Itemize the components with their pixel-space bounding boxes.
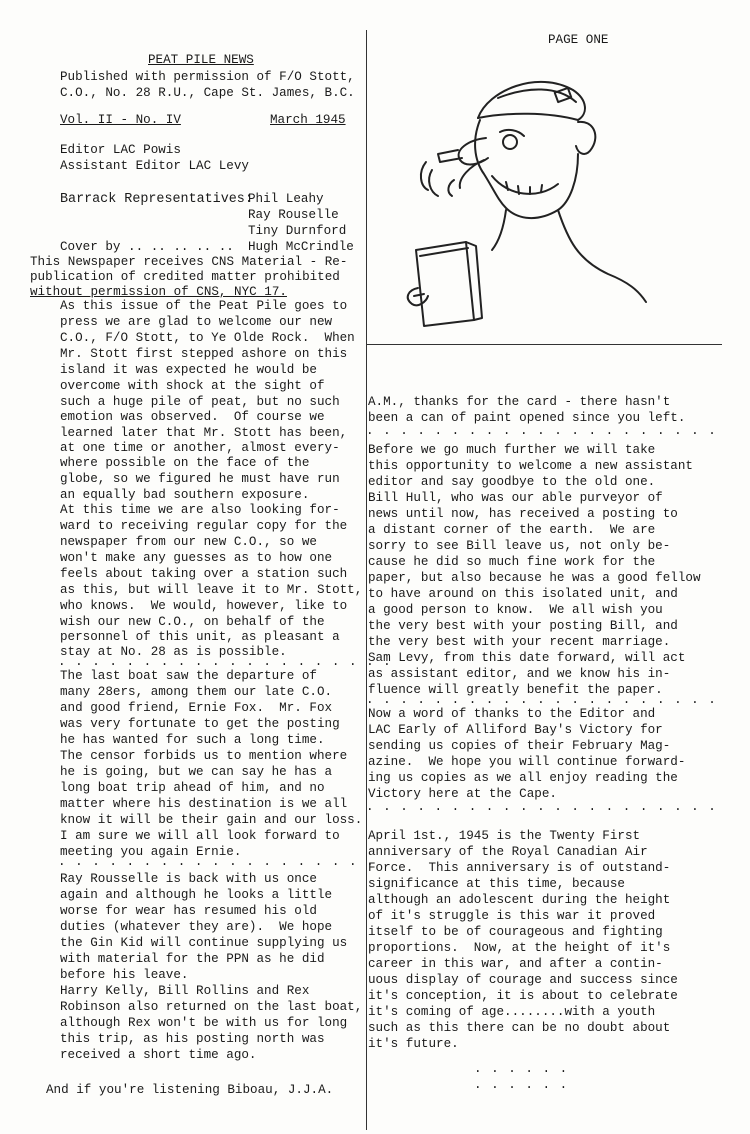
text-line: this trip, as his posting north was xyxy=(60,1032,325,1046)
text-line: of it's struggle is this war it proved xyxy=(368,909,656,923)
text-line: matter where his destination is we all xyxy=(60,797,348,811)
text-line: who knows. We would, however, like to xyxy=(60,599,348,613)
text-line: news until now, has received a posting to xyxy=(368,507,678,521)
text-line: the very best with your posting Bill, and xyxy=(368,619,678,633)
text-line: as assistant editor, and we know his in- xyxy=(368,667,671,681)
text-line: anniversary of the Royal Canadian Air xyxy=(368,845,648,859)
text-line: fluence will greatly benefit the paper. xyxy=(368,683,663,697)
text-line: career in this war, and after a contin- xyxy=(368,957,663,971)
text-line: overcome with shock at the sight of xyxy=(60,379,325,393)
text-line: paper, but also because he was a good fellow xyxy=(368,571,701,585)
separator-dots: . . . . . . . . . . . . . . . . . . . . . xyxy=(366,424,717,438)
separator-dots: . . . . . . . . . . . . . . . . . . . . . xyxy=(366,693,717,707)
cartoon-bottom-rule xyxy=(367,344,722,345)
text-line: such a huge pile of peat, but no such xyxy=(60,395,340,409)
text-line: Sam Levy, from this date forward, will act xyxy=(368,651,686,665)
text-line: press we are glad to welcome our new xyxy=(60,315,333,329)
text-line: sorry to see Bill leave us, not only be- xyxy=(368,539,671,553)
text-line: meeting you again Ernie. xyxy=(60,845,242,859)
text-line: before his leave. xyxy=(60,968,189,982)
text-line: sending us copies of their February Mag- xyxy=(368,739,671,753)
text-line: I am sure we will all look forward to xyxy=(60,829,340,843)
barrack-label: Barrack Representatives: xyxy=(60,192,253,207)
text-line: it's coming of age........with a youth xyxy=(368,1005,656,1019)
text-line: ward to receiving regular copy for the xyxy=(60,519,348,533)
text-line: Victory here at the Cape. xyxy=(368,787,557,801)
cover-artist: Hugh McCrindle xyxy=(248,240,354,254)
text-line: an equally bad southern exposure. xyxy=(60,488,310,502)
text-line: LAC Early of Alliford Bay's Victory for xyxy=(368,723,663,737)
text-line: long boat trip ahead of him, and no xyxy=(60,781,325,795)
cns-notice-line-2: publication of credited matter prohibited xyxy=(30,270,340,284)
text-line: Now a word of thanks to the Editor and xyxy=(368,707,656,721)
separator-dots: . . . . . . . . . . . . . . . . . . . . . xyxy=(366,800,717,814)
text-line: the very best with your recent marriage. xyxy=(368,635,671,649)
text-line: stay at No. 28 as is possible. xyxy=(60,645,287,659)
text-line: azine. We hope you will continue forward- xyxy=(368,755,686,769)
text-line: although an adolescent during the height xyxy=(368,893,671,907)
assistant-editor-credit: Assistant Editor LAC Levy xyxy=(60,159,249,173)
text-line: won't make any guesses as to how one xyxy=(60,551,333,565)
text-line: A.M., thanks for the card - there hasn't xyxy=(368,395,671,409)
barrack-rep-2: Ray Rouselle xyxy=(248,208,339,222)
text-line: and good friend, Ernie Fox. Mr. Fox xyxy=(60,701,333,715)
text-line: ing us copies as we all enjoy reading the xyxy=(368,771,678,785)
text-line: Before we go much further we will take xyxy=(368,443,656,457)
text-line: a distant corner of the earth. We are xyxy=(368,523,656,537)
cns-notice-line-1: This Newspaper receives CNS Material - Re- xyxy=(30,255,348,269)
text-line: Bill Hull, who was our able purveyor of xyxy=(368,491,663,505)
newsletter-title: PEAT PILE NEWS xyxy=(148,53,254,67)
text-line: C.O., F/O Stott, to Ye Olde Rock. When xyxy=(60,331,355,345)
text-line: received a short time ago. xyxy=(60,1048,257,1062)
text-line: where possible on the face of the xyxy=(60,456,310,470)
text-line: personnel of this unit, as pleasant a xyxy=(60,630,340,644)
text-line: April 1st., 1945 is the Twenty First xyxy=(368,829,641,843)
text-line: know it will be their gain and our loss. xyxy=(60,813,363,827)
text-line: to have around on this isolated unit, and xyxy=(368,587,678,601)
closing-line: And if you're listening Biboau, J.J.A. xyxy=(46,1083,334,1097)
text-line: As this issue of the Peat Pile goes to xyxy=(60,299,348,313)
cns-notice-line-3: without permission of CNS, NYC 17. xyxy=(30,285,287,299)
end-mark-dots: . . . . . . xyxy=(474,1062,569,1076)
end-mark-dots: . . . . . . xyxy=(474,1078,569,1092)
text-line: the Gin Kid will continue supplying us xyxy=(60,936,348,950)
cover-label: Cover by .. .. .. .. .. xyxy=(60,240,234,254)
text-line: feels about taking over a station such xyxy=(60,567,348,581)
text-line: a good person to know. We all wish you xyxy=(368,603,663,617)
text-line: wish our new C.O., on behalf of the xyxy=(60,615,325,629)
text-line: The censor forbids us to mention where xyxy=(60,749,348,763)
column-divider xyxy=(366,30,367,1130)
text-line: again and although he looks a little xyxy=(60,888,333,902)
text-line: The last boat saw the departure of xyxy=(60,669,317,683)
text-line: Ray Rousselle is back with us once xyxy=(60,872,317,886)
separator-dots: . . . . . . . . . . . . . . . . . . . . xyxy=(58,655,392,669)
permission-line-2: C.O., No. 28 R.U., Cape St. James, B.C. xyxy=(60,86,355,100)
text-line: itself to be of courageous and fighting xyxy=(368,925,663,939)
barrack-rep-3: Tiny Durnford xyxy=(248,224,347,238)
text-line: as this, but will leave it to Mr. Stott, xyxy=(60,583,363,597)
text-line: Robinson also returned on the last boat, xyxy=(60,1000,363,1014)
text-line: significance at this time, because xyxy=(368,877,625,891)
text-line: with material for the PPN as he did xyxy=(60,952,325,966)
text-line: newspaper from our new C.O., so we xyxy=(60,535,317,549)
text-line: emotion was observed. Of course we xyxy=(60,410,325,424)
text-line: Mr. Stott first stepped ashore on this xyxy=(60,347,348,361)
text-line: editor and say goodbye to the old one. xyxy=(368,475,656,489)
text-line: was very fortunate to get the posting xyxy=(60,717,340,731)
text-line: learned later that Mr. Stott has been, xyxy=(60,426,348,440)
text-line: such as this there can be no doubt about xyxy=(368,1021,671,1035)
separator-dots: . . . . . . . . . . . . . . . . . . . xyxy=(58,855,375,869)
text-line: proportions. Now, at the height of it's xyxy=(368,941,671,955)
text-line: island it was expected he would be xyxy=(60,363,317,377)
text-line: uous display of courage and success since xyxy=(368,973,678,987)
text-line: this opportunity to welcome a new assistant xyxy=(368,459,693,473)
barrack-rep-1: Phil Leahy xyxy=(248,192,324,206)
airman-cartoon-illustration xyxy=(388,50,658,330)
text-line: been a can of paint opened since you left. xyxy=(368,411,686,425)
text-line: Harry Kelly, Bill Rollins and Rex xyxy=(60,984,310,998)
text-line: duties (whatever they are). We hope xyxy=(60,920,333,934)
text-line: At this time we are also looking for- xyxy=(60,503,340,517)
text-line: Force. This anniversary is of outstand- xyxy=(368,861,671,875)
text-line: he is going, but we can say he has a xyxy=(60,765,333,779)
text-line: cause he did so much fine work for the xyxy=(368,555,656,569)
text-line: many 28ers, among them our late C.O. xyxy=(60,685,333,699)
text-line: it's conception, it is about to celebrate xyxy=(368,989,678,1003)
permission-line-1: Published with permission of F/O Stott, xyxy=(60,70,355,84)
issue-date: March 1945 xyxy=(270,113,346,127)
editor-credit: Editor LAC Powis xyxy=(60,143,181,157)
text-line: he has wanted for such a long time. xyxy=(60,733,325,747)
text-line: at one time or another, almost every- xyxy=(60,441,340,455)
text-line: worse for wear has resumed his old xyxy=(60,904,317,918)
text-line: although Rex won't be with us for long xyxy=(60,1016,348,1030)
volume-number: Vol. II - No. IV xyxy=(60,113,181,127)
text-line: it's future. xyxy=(368,1037,459,1051)
text-line: globe, so we figured he must have run xyxy=(60,472,340,486)
page-label: PAGE ONE xyxy=(548,33,609,47)
